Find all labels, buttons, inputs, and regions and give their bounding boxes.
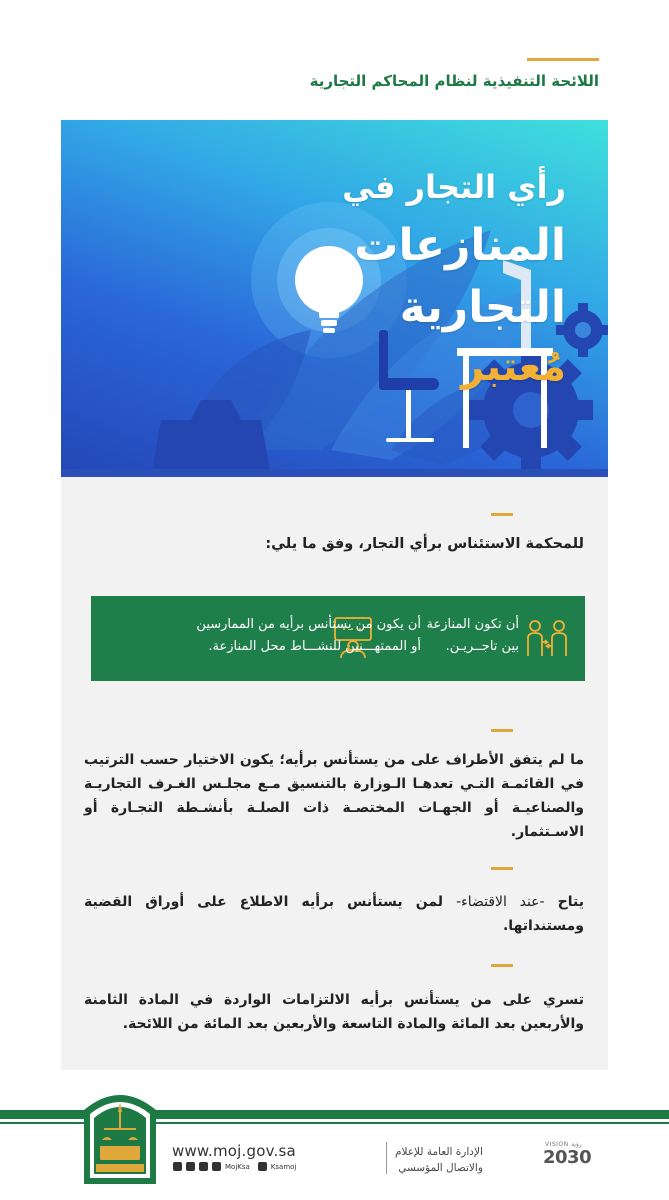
hero-line-1: رأي التجار في — [342, 168, 566, 206]
paragraph-access — [84, 890, 584, 938]
website-url[interactable]: www.moj.gov.sa — [172, 1142, 296, 1160]
section-accent-2 — [491, 729, 513, 732]
social-handle-1[interactable]: MojKsa — [225, 1162, 250, 1171]
department-name — [395, 1144, 483, 1176]
paragraph-selection: ما لم يتفق الأطراف على من يستأنس برأيه؛ يكون الاختيار حسب الترتيب في القائمـة التـي تعدهـا الـوزارة بالتنسيق مـع مجلـس الغـرف التجاريـة والصناعيـة أو الجهـات المختصـة ذات الصلـة بأنشـطة التجـارة أو الاسـتثمار. — [84, 752, 584, 840]
social-handle-2[interactable]: Ksamoj — [270, 1162, 297, 1171]
p2-end: لمن يستأنس برأيه الاطلاع على أوراق القضية ومستنداتها. — [84, 894, 584, 934]
people-discussion-icon — [525, 616, 569, 660]
condition-1-line-2: بين تاجــريـن. — [445, 639, 519, 654]
vision-2030-logo: 2030 — [543, 1147, 592, 1168]
document-title: اللائحة التنفيذية لنظام المحاكم التجارية — [309, 72, 599, 90]
conditions-box — [91, 596, 585, 681]
department-line-2: والاتصال المؤسسي — [398, 1162, 483, 1174]
section-accent-4 — [491, 964, 513, 967]
hero-line-4: مُعتبر — [461, 344, 566, 390]
footer-divider — [386, 1142, 387, 1174]
vision-label: VISION رؤية — [545, 1141, 582, 1148]
paragraph-obligations: تسري على من يستأنس برأيه الالتزامات الواردة في المادة الثامنة والأربعين بعد المائة والمادة التاسعة والأربعين بعد المائة من اللائحة. — [84, 992, 584, 1032]
p2-parenthetical: -عند الاقتضاء- — [456, 894, 545, 910]
twitter-icon[interactable] — [173, 1162, 182, 1171]
condition-2-line-1: أن يكون من يستأنس برأيه من الممارسين — [196, 617, 421, 632]
linkedin-icon[interactable] — [212, 1162, 221, 1171]
snapchat-icon[interactable] — [199, 1162, 208, 1171]
youtube-icon[interactable] — [258, 1162, 267, 1171]
intro-text: للمحكمة الاستئناس برأي التجار، وفق ما يلي: — [265, 536, 584, 552]
condition-1 — [427, 614, 519, 658]
department-line-1: الإدارة العامة للإعلام — [395, 1146, 483, 1158]
condition-1-line-1: أن تكون المنازعة — [426, 617, 519, 632]
p2-start: يتاح — [544, 894, 585, 910]
hero-line-3: التجارية — [399, 282, 566, 333]
ministry-emblem-logo — [78, 1080, 162, 1190]
condition-2 — [196, 614, 421, 658]
hero-banner — [61, 120, 608, 477]
social-links — [173, 1162, 300, 1171]
hero-line-2: المنازعات — [354, 220, 566, 271]
top-accent-rule — [527, 58, 599, 61]
section-accent-1 — [491, 513, 513, 516]
instagram-icon[interactable] — [186, 1162, 195, 1171]
condition-2-line-2: أو الممتهـــنين للنشـــاط محل المنازعة. — [208, 639, 421, 654]
section-accent-3 — [491, 867, 513, 870]
